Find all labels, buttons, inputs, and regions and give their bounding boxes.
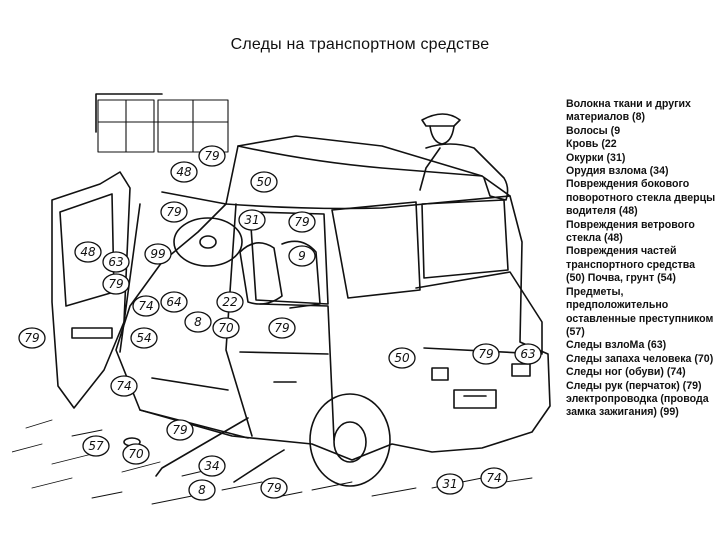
- callout-label: 70: [218, 321, 234, 335]
- evidence-legend: [566, 98, 716, 420]
- screwdriver: [234, 450, 284, 482]
- callout-label: 79: [108, 277, 124, 291]
- legend-item: Следы запаха человека (70): [566, 352, 714, 365]
- legend-item: Повреждения бокового поворотного стекла дверцы водителя (48): [566, 178, 716, 218]
- legend-item: Окурки (31): [566, 151, 626, 164]
- front-seat: [240, 243, 282, 304]
- callout-label: 8: [194, 315, 202, 329]
- callout-label: 79: [166, 205, 182, 219]
- callout-label: 79: [24, 331, 40, 345]
- callout-label: 64: [166, 295, 182, 309]
- callout-label: 79: [266, 481, 282, 495]
- legend-item: Повреждения ветрового стекла (48): [566, 218, 695, 245]
- callout-label: 50: [256, 175, 272, 189]
- legend-item: Следы ног (обуви) (74): [566, 366, 686, 379]
- callout-label: 79: [478, 347, 494, 361]
- legend-item: Следы взлоМа (63): [566, 339, 667, 352]
- legend-item: Орудия взлома (34): [566, 165, 669, 178]
- callout-label: 9: [298, 249, 306, 263]
- callout-label: 34: [204, 459, 220, 473]
- callout-label: 63: [520, 347, 536, 361]
- callout-label: 74: [138, 299, 154, 313]
- callout-label: 79: [274, 321, 290, 335]
- callout-label: 8: [198, 483, 206, 497]
- callout-label: 48: [80, 245, 96, 259]
- legend-item: Волокна ткани и других материалов (8): [566, 98, 691, 124]
- callout-label: 74: [486, 471, 502, 485]
- trunk: [416, 272, 542, 354]
- callout-label: 70: [128, 447, 144, 461]
- garage-doors: [98, 100, 228, 152]
- slide-title: Следы на транспортном средстве: [230, 36, 490, 53]
- license-plate: [454, 390, 496, 408]
- callout-label: 31: [244, 213, 260, 227]
- legend-item: Волосы (9: [566, 124, 621, 137]
- legend-item: Повреждения частей транспортного средства (50) Почва, грунт (54): [566, 245, 695, 285]
- callout-label: 22: [222, 295, 238, 309]
- car-illustration: [12, 92, 558, 512]
- officer-figure: [420, 114, 508, 200]
- callout-label: 74: [116, 379, 132, 393]
- callout-label: 48: [176, 165, 192, 179]
- rear-quarter-window: [422, 200, 508, 278]
- callout-label: 79: [172, 423, 188, 437]
- legend-item: Следы рук (перчаток) (79): [566, 379, 702, 392]
- callout-label: 57: [88, 439, 104, 453]
- callout-label: 50: [394, 351, 410, 365]
- callout-label: 79: [294, 215, 310, 229]
- rear-wheel: [310, 394, 390, 486]
- rear-window: [332, 202, 420, 298]
- legend-item: электропроводка (провода замка зажигания) (99): [566, 392, 709, 419]
- legend-item: Кровь (22: [566, 138, 617, 151]
- legend-item: Предметы, предположительно оставленные преступником (57): [566, 285, 714, 338]
- callout-label: 63: [108, 255, 124, 269]
- callout-label: 54: [136, 331, 152, 345]
- callout-label: 99: [150, 247, 166, 261]
- callout-label: 31: [442, 477, 458, 491]
- callout-label: 79: [204, 149, 220, 163]
